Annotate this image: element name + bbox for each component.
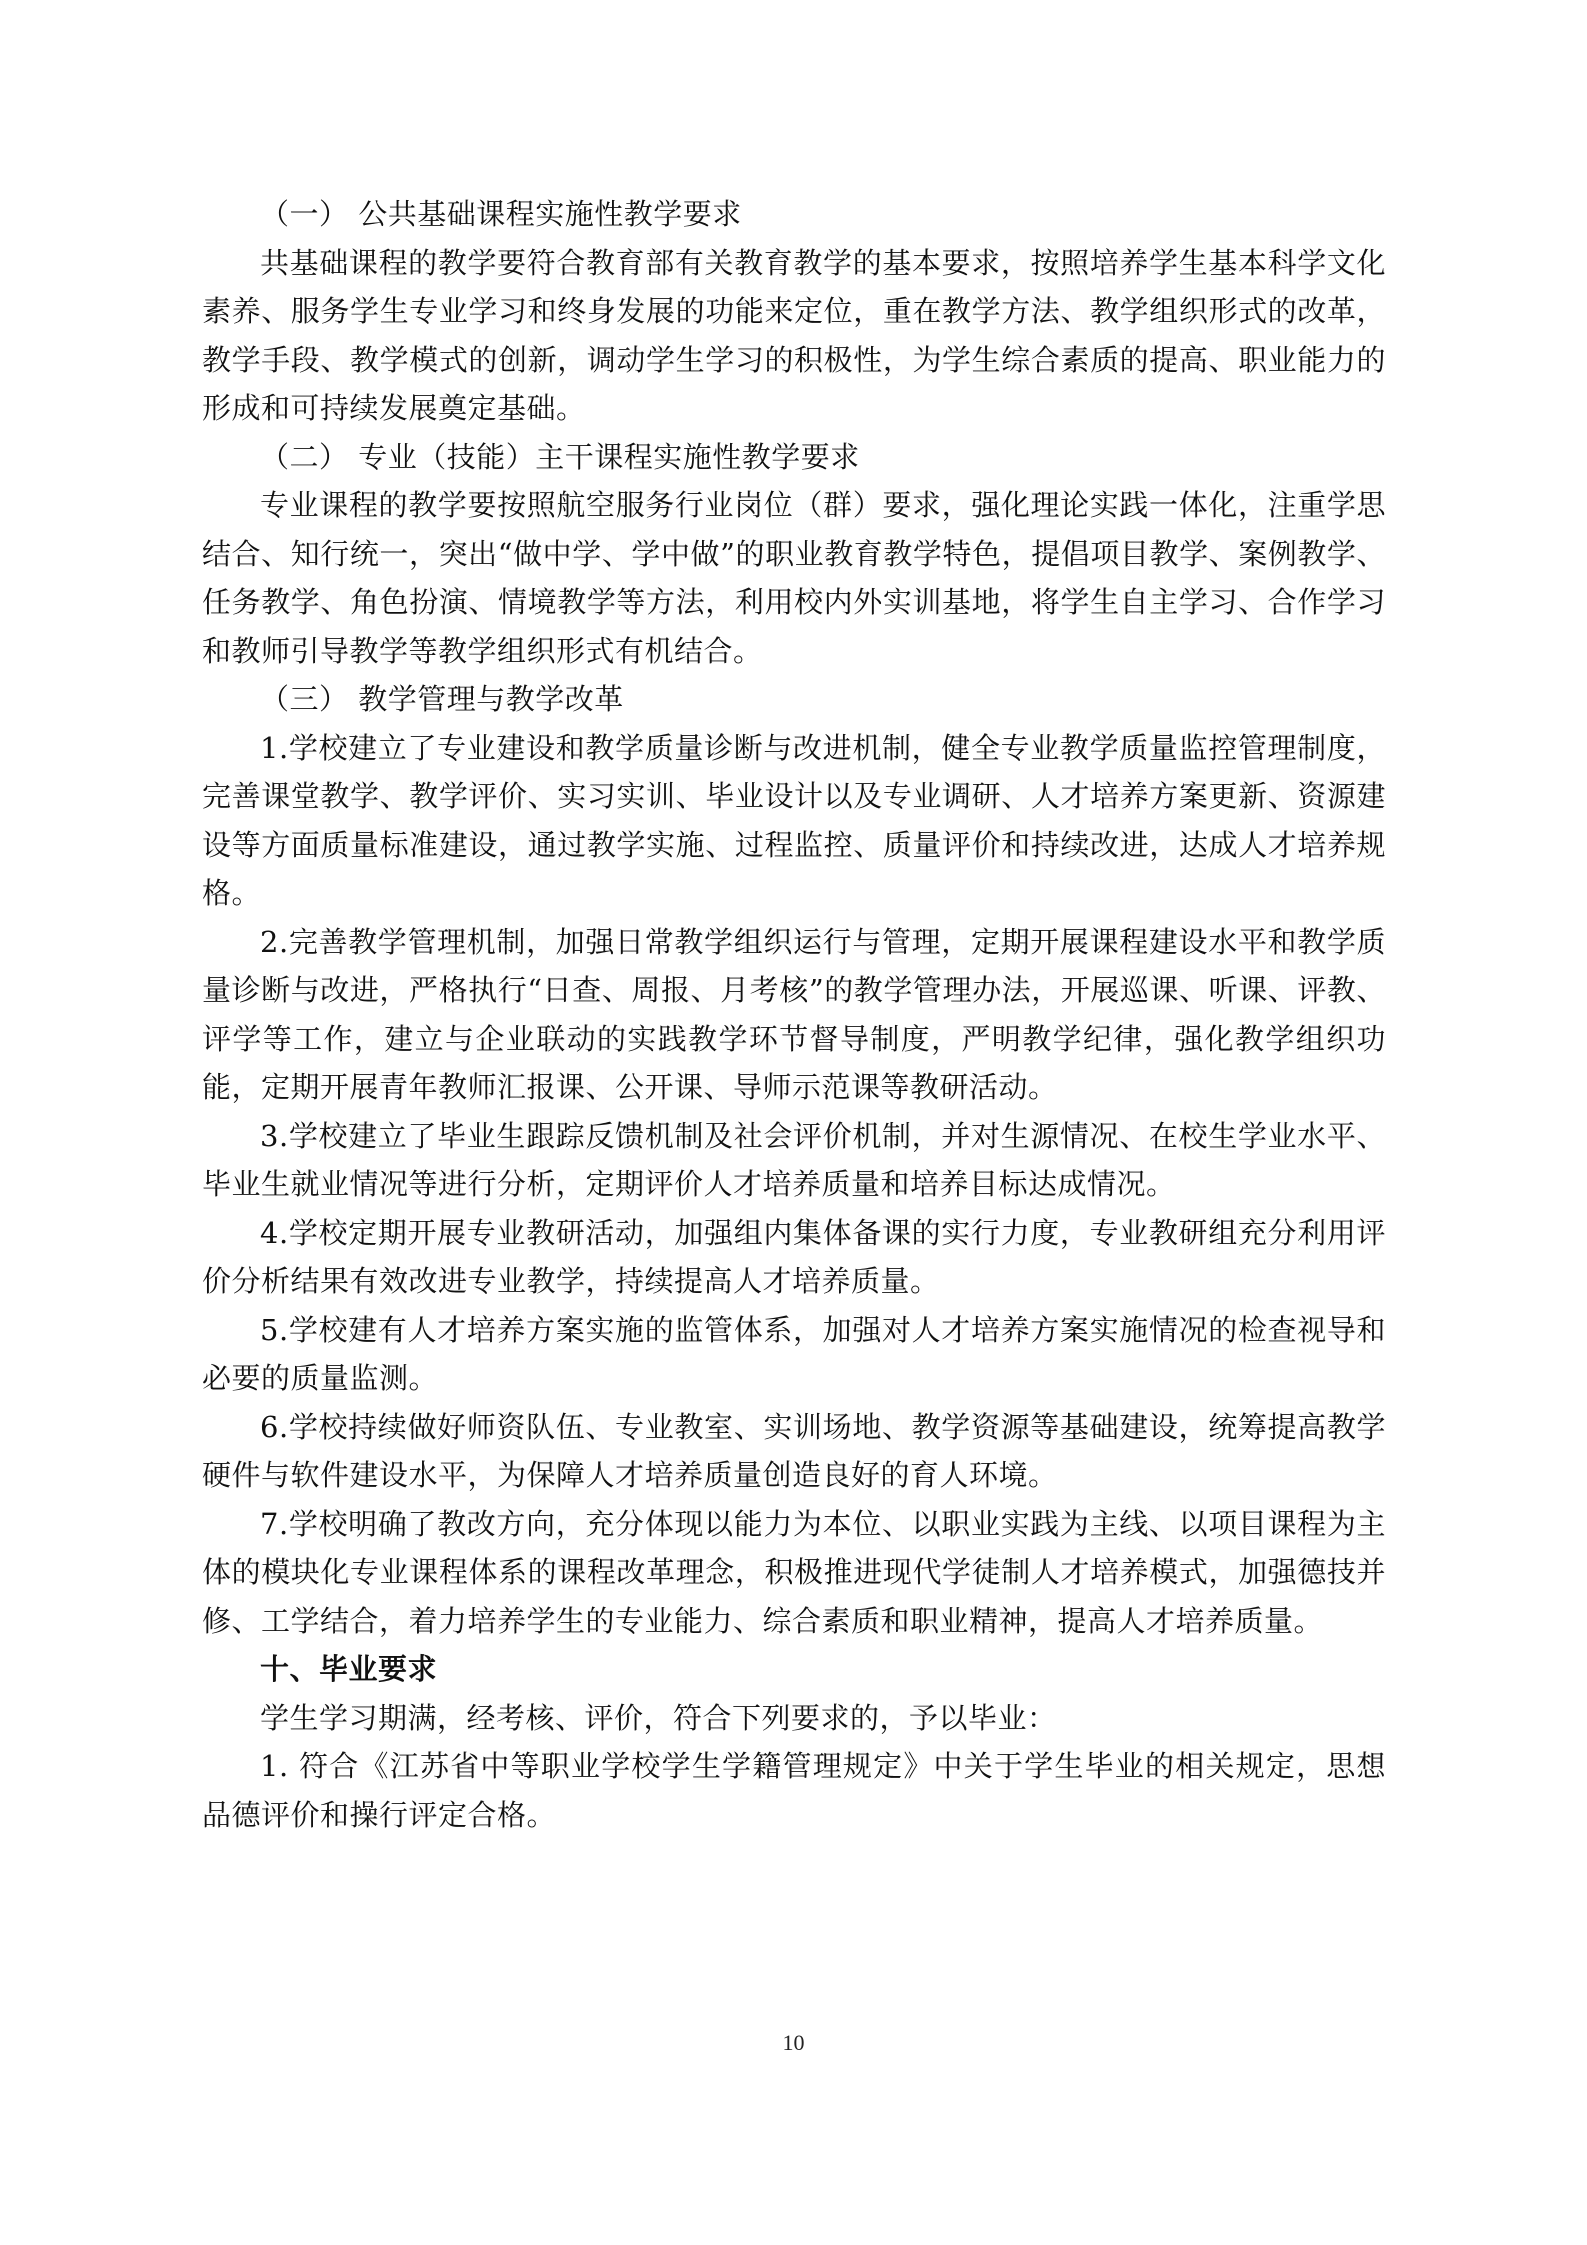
list-item-4: 4.学校定期开展专业教研活动，加强组内集体备课的实行力度，专业教研组充分利用评价分析结果有效改进专业教学，持续提高人才培养质量。 — [202, 1215, 1386, 1298]
list-item-5: 5.学校建有人才培养方案实施的监管体系，加强对人才培养方案实施情况的检查视导和必要的质量监测。 — [202, 1312, 1386, 1395]
graduation-requirement-1: 1. 符合《江苏省中等职业学校学生学籍管理规定》中关于学生毕业的相关规定，思想品德评价和操行评定合格。 — [202, 1749, 1386, 1832]
page-number: 10 — [782, 2030, 805, 2055]
chapter-heading-graduation: 十、毕业要求 — [260, 1652, 438, 1686]
section-heading-2: （二） 专业（技能）主干课程实施性教学要求 — [260, 439, 860, 474]
list-item-7: 7.学校明确了教改方向，充分体现以能力为本位、以职业实践为主线、以项目课程为主体的模块化专业课程体系的课程改革理念，积极推进现代学徒制人才培养模式，加强德技并修、工学结合，着力培养学生的专业能力、综合素质和职业精神，提高人才培养质量。 — [202, 1506, 1386, 1638]
section-heading-3: （三） 教学管理与教学改革 — [260, 682, 624, 716]
paragraph: 专业课程的教学要按照航空服务行业岗位（群）要求，强化理论实践一体化，注重学思结合、知行统一，突出“做中学、学中做”的职业教育教学特色，提倡项目教学、案例教学、任务教学、角色扮演、情境教学等方法，利用校内外实训基地，将学生自主学习、合作学习和教师引导教学等教学组织形式有机结合。 — [202, 488, 1386, 668]
list-item-1: 1.学校建立了专业建设和教学质量诊断与改进机制，健全专业教学质量监控管理制度，完善课堂教学、教学评价、实习实训、毕业设计以及专业调研、人才培养方案更新、资源建设等方面质量标准建设，通过教学实施、过程监控、质量评价和持续改进，达成人才培养规格。 — [202, 730, 1386, 910]
paragraph: 学生学习期满，经考核、评价，符合下列要求的，予以毕业： — [260, 1700, 1057, 1735]
list-item-2: 2.完善教学管理机制，加强日常教学组织运行与管理，定期开展课程建设水平和教学质量诊断与改进，严格执行“日查、周报、月考核”的教学管理办法，开展巡课、听课、评教、评学等工作，建立与企业联动的实践教学环节督导制度，严明教学纪律，强化教学组织功能，定期开展青年教师汇报课、公开课、导师示范课等教研活动。 — [202, 924, 1386, 1104]
paragraph: 共基础课程的教学要符合教育部有关教育教学的基本要求，按照培养学生基本科学文化素养、服务学生专业学习和终身发展的功能来定位，重在教学方法、教学组织形式的改革，教学手段、教学模式的创新，调动学生学习的积极性，为学生综合素质的提高、职业能力的形成和可持续发展奠定基础。 — [202, 245, 1386, 425]
document-body — [202, 190, 1386, 1839]
section-heading-1: （一） 公共基础课程实施性教学要求 — [260, 197, 742, 231]
list-item-3: 3.学校建立了毕业生跟踪反馈机制及社会评价机制，并对生源情况、在校生学业水平、毕业生就业情况等进行分析，定期评价人才培养质量和培养目标达成情况。 — [202, 1118, 1386, 1201]
list-item-6: 6.学校持续做好师资队伍、专业教室、实训场地、教学资源等基础建设，统筹提高教学硬件与软件建设水平，为保障人才培养质量创造良好的育人环境。 — [202, 1409, 1386, 1492]
